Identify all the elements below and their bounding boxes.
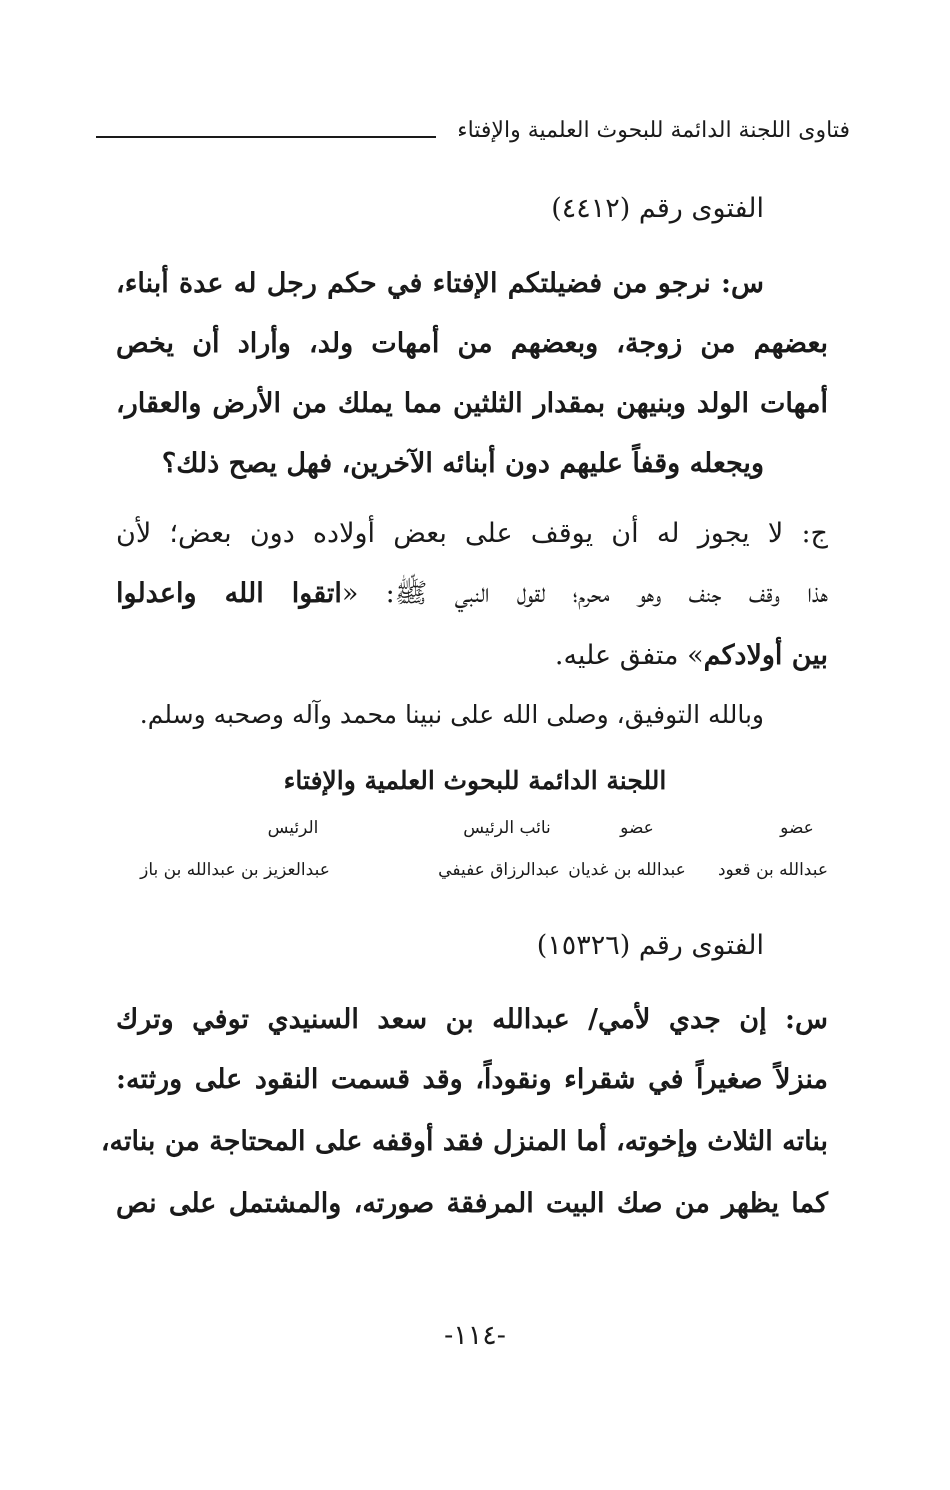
answer-text: » متفق عليه. [554, 640, 704, 671]
member-role: الرئيس [267, 818, 319, 838]
fatwa-1-question-line: بعضهم من زوجة، وبعضهم من أمهات ولد، وأراد أن يخص [116, 328, 828, 359]
answer-text: هذا وقف جنف وهو محرم؛ لقول النبي ﷺ: « [341, 578, 828, 609]
member-name: عبدالرزاق عفيفي [438, 860, 560, 880]
fatwa-1-answer-line: ج: لا يجوز له أن يوقف على بعض أولاده دون بعض؛ لأن [116, 518, 828, 549]
fatwa-2-title: الفتوى رقم (١٥٣٢٦) [536, 930, 764, 961]
hadith-quote: اتقوا الله واعدلوا [116, 578, 342, 609]
fatwa-1-question-line: ويجعله وقفاً عليهم دون أبنائه الآخرين، فهل يصح ذلك؟ [161, 448, 764, 479]
fatwa-1-answer-line [116, 574, 828, 614]
running-header: فتاوى اللجنة الدائمة للبحوث العلمية والإفتاء [457, 118, 850, 143]
member-role: عضو [620, 818, 654, 838]
fatwa-2-question-line: بناته الثلاث وإخوته، أما المنزل فقد أوقفه على المحتاجة من بناته، [100, 1126, 828, 1157]
closing-prayer: وبالله التوفيق، وصلى الله على نبينا محمد وآله وصحبه وسلم. [139, 700, 764, 729]
header-rule [96, 136, 436, 138]
fatwa-1-question-line: أمهات الولد وبنيهن بمقدار الثلثين مما يملك من الأرض والعقار، [116, 388, 828, 419]
fatwa-2-question-line: س: إن جدي لأمي/ عبدالله بن سعد السنيدي توفي وترك [116, 1004, 828, 1035]
fatwa-2-question-line: كما يظهر من صك البيت المرفقة صورته، والمشتمل على نص [116, 1188, 828, 1219]
member-name: عبدالعزيز بن عبدالله بن باز [140, 860, 330, 880]
member-role: عضو [780, 818, 814, 838]
fatwa-1-title: الفتوى رقم (٤٤١٢) [551, 193, 764, 224]
committee-name: اللجنة الدائمة للبحوث العلمية والإفتاء [283, 766, 667, 795]
fatwa-1-question-line: س: نرجو من فضيلتكم الإفتاء في حكم رجل له عدة أبناء، [116, 268, 764, 299]
hadith-quote: بين أولادكم [703, 640, 828, 671]
fatwa-1-answer-line [555, 640, 828, 671]
member-role: نائب الرئيس [463, 818, 551, 838]
fatwa-2-question-line: منزلاً صغيراً في شقراء ونقوداً، وقد قسمت النقود على ورثته: [116, 1064, 828, 1095]
page-number: -١١٤- [444, 1320, 506, 1351]
member-name: عبدالله بن غديان [568, 860, 686, 880]
member-name: عبدالله بن قعود [717, 860, 828, 880]
